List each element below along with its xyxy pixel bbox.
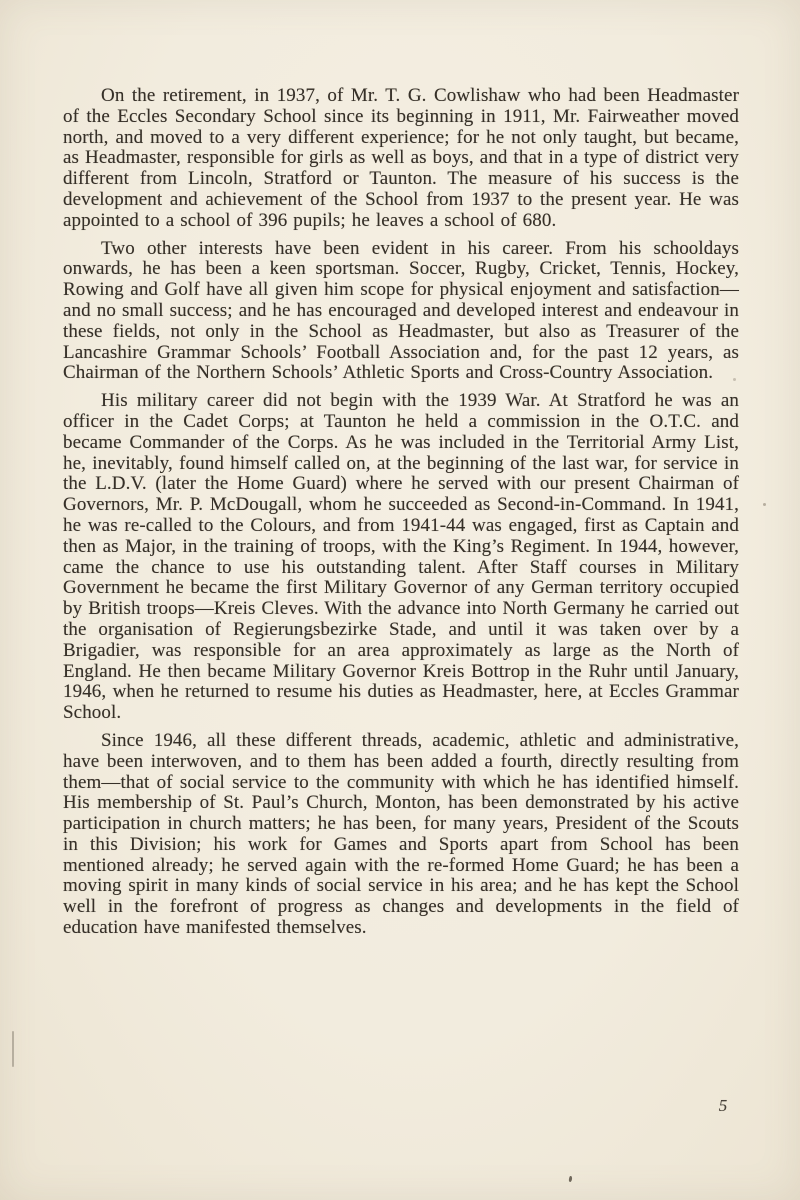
paragraph-4: Since 1946, all these different threads, academic, athletic and administrative, have been interwoven, and to them has been added a fourth, directly resulting from them—that of social service to the community with which he has identified himself. His membership of St. Paul’s Church, Monton, has been demonstrated by his active participation in church matters; he has been, for many years, President of the Scouts in this Division; his work for Games and Sports apart from School has been mentioned already; he served again with the re-formed Home Guard; he has been a moving spirit in many kinds of social service in his area; and he has kept the School well in the forefront of progress as changes and developments in the field of education have manifested themselves. <box>63 729 739 939</box>
paragraph-3: His military career did not begin with the 1939 War. At Stratford he was an officer in the Cadet Corps; at Taunton he held a commission in the O.T.C. and became Commander of the Corps. As he was included in the Territorial Army List, he, inevitably, found himself called on, at the beginning of the last war, for service in the L.D.V. (later the Home Guard) where he served with our present Chairman of Governors, Mr. P. McDougall, whom he succeeded as Second-in-Command. In 1941, he was re-called to the Colours, and from 1941-44 was engaged, first as Captain and then as Major, in the training of troops, with the King’s Regiment. In 1944, however, came the chance to use his outstanding talent. After Staff courses in Military Government he became the first Military Governor of any German territory occupied by British troops—Kreis Cleves. With the advance into North Germany he carried out the organisation of Regierungsbezirke Stade, and until it was taken over by a Brigadier, was responsible for an area approximately as large as the North of England. He then became Military Governor Kreis Bottrop in the Ruhr until January, 1946, when he returned to resume his duties as Headmaster, here, at Eccles Grammar School. <box>63 390 739 724</box>
body-text <box>63 86 739 939</box>
scan-artifact-speck <box>763 503 766 506</box>
scan-artifact-margin-line <box>12 1031 14 1067</box>
paragraph-1: On the retirement, in 1937, of Mr. T. G. Cowlishaw who had been Headmaster of the Eccles Secondary School since its beginning in 1911, Mr. Fairweather moved north, and moved to a very different experience; for he not only taught, but became, as Headmaster, responsible for girls as well as boys, and that in a type of district very different from Lincoln, Stratford or Taunton. The measure of his success is the development and achievement of the School from 1937 to the present year. He was appointed to a school of 396 pupils; he leaves a school of 680. <box>63 85 739 231</box>
page-number: 5 <box>718 1096 728 1115</box>
paragraph-2: Two other interests have been evident in his career. From his schooldays onwards, he has been a keen sportsman. Soccer, Rugby, Cricket, Tennis, Hockey, Rowing and Golf have all given him scope for physical enjoyment and satisfaction—and no small success; and he has encouraged and developed interest and endeavour in these fields, not only in the School as Headmaster, but also as Treasurer of the Lancashire Grammar Schools’ Football Association and, for the past 12 years, as Chairman of the Northern Schools’ Athletic Sports and Cross-Country Association. <box>63 237 739 384</box>
scan-artifact-speck <box>568 1176 572 1182</box>
